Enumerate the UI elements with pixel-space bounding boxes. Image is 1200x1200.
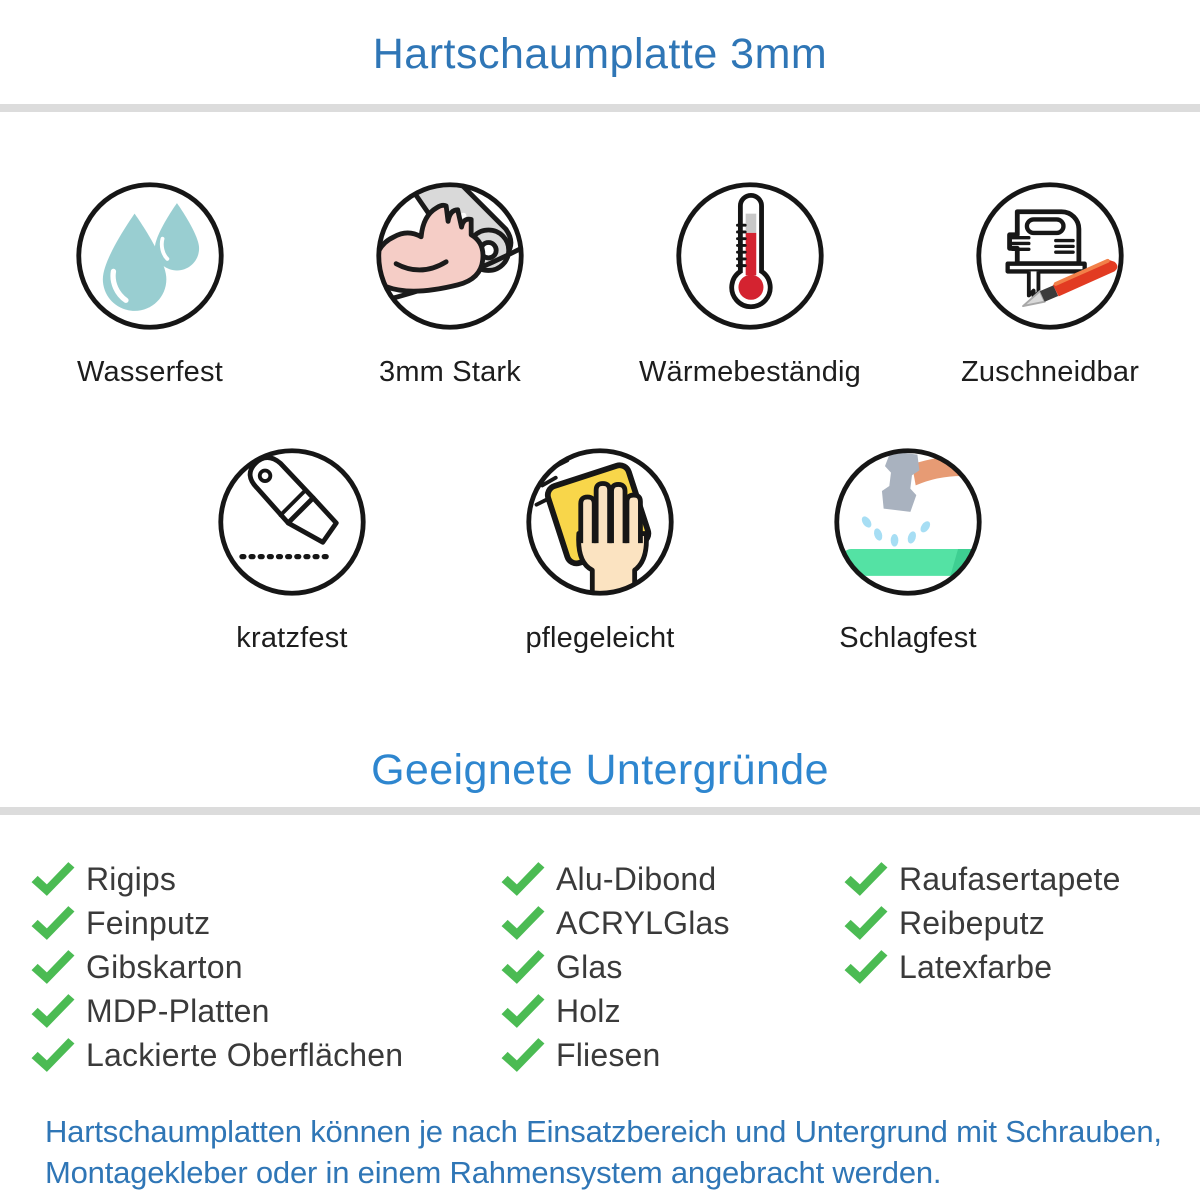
thermometer-icon xyxy=(673,179,827,333)
checkmark-icon xyxy=(843,861,889,897)
hand-cloth-icon xyxy=(523,445,677,599)
checkmark-icon xyxy=(843,905,889,941)
substrate-label: Raufasertapete xyxy=(899,860,1121,897)
jigsaw-cutter-icon xyxy=(973,179,1127,333)
checkmark-icon xyxy=(30,861,76,897)
list-item xyxy=(843,857,1193,901)
list-item xyxy=(30,1033,500,1077)
utility-knife-icon xyxy=(215,445,369,599)
list-item xyxy=(30,945,500,989)
list-item xyxy=(500,901,843,945)
feature-label: Wärmebeständig xyxy=(638,356,861,388)
checkmark-icon xyxy=(500,905,546,941)
substrate-label: Fliesen xyxy=(556,1036,661,1073)
feature-label: 3mm Stark xyxy=(379,356,521,388)
checkmark-icon xyxy=(500,1037,546,1073)
feature-zuschneidbar xyxy=(900,179,1200,389)
checkmark-icon xyxy=(500,861,546,897)
substrate-label: Gibskarton xyxy=(86,948,243,985)
substrate-label: Reibeputz xyxy=(899,904,1045,941)
checkmark-icon xyxy=(30,993,76,1029)
substrate-label: Rigips xyxy=(86,860,177,897)
feature-wasserfest xyxy=(0,179,300,389)
muscle-arm-icon xyxy=(373,179,527,333)
list-item xyxy=(500,989,843,1033)
section-title-untergruende: Geeignete Untergründe xyxy=(371,746,829,794)
features-row-1 xyxy=(0,179,1200,389)
feature-label: kratzfest xyxy=(236,622,348,654)
list-item xyxy=(30,857,500,901)
feature-label: Wasserfest xyxy=(77,356,223,388)
feature-pflegeleicht xyxy=(446,445,754,655)
page-title: Hartschaumplatte 3mm xyxy=(372,30,828,78)
substrate-label: Holz xyxy=(556,992,621,1029)
list-item xyxy=(500,857,843,901)
substrate-label: MDP-Platten xyxy=(86,992,270,1029)
substrate-label: ACRYLGlas xyxy=(556,904,730,941)
checkmark-icon xyxy=(30,949,76,985)
feature-label: Zuschneidbar xyxy=(960,356,1140,388)
substrates-list xyxy=(0,857,1200,1077)
divider-bar-top xyxy=(0,104,1200,112)
substrates-column-1 xyxy=(30,857,500,1077)
list-item xyxy=(843,945,1193,989)
substrates-column-3 xyxy=(843,857,1193,989)
feature-3mm-stark xyxy=(300,179,600,389)
feature-label: pflegeleicht xyxy=(525,622,675,654)
substrate-label: Alu-Dibond xyxy=(556,860,717,897)
features-row-2 xyxy=(0,445,1200,655)
checkmark-icon xyxy=(843,949,889,985)
checkmark-icon xyxy=(30,1037,76,1073)
substrate-label: Latexfarbe xyxy=(899,948,1053,985)
feature-waermebestaendig xyxy=(600,179,900,389)
water-drops-icon xyxy=(73,179,227,333)
substrate-label: Glas xyxy=(556,948,623,985)
divider-bar-middle xyxy=(0,807,1200,815)
checkmark-icon xyxy=(30,905,76,941)
feature-label: Schlagfest xyxy=(839,622,977,654)
substrates-column-2 xyxy=(500,857,843,1077)
feature-kratzfest xyxy=(138,445,446,655)
mounting-note: Hartschaumplatten können je nach Einsatzbereich und Untergrund mit Schrauben, Montagekleber oder in einem Rahmensystem angebracht werden. xyxy=(45,1114,1162,1190)
list-item xyxy=(500,1033,843,1077)
substrate-label: Feinputz xyxy=(86,904,211,941)
checkmark-icon xyxy=(500,949,546,985)
checkmark-icon xyxy=(500,993,546,1029)
list-item xyxy=(30,989,500,1033)
feature-schlagfest xyxy=(754,445,1062,655)
substrate-label: Lackierte Oberflächen xyxy=(86,1036,404,1073)
list-item xyxy=(30,901,500,945)
list-item xyxy=(843,901,1193,945)
hammer-icon xyxy=(831,445,985,599)
list-item xyxy=(500,945,843,989)
